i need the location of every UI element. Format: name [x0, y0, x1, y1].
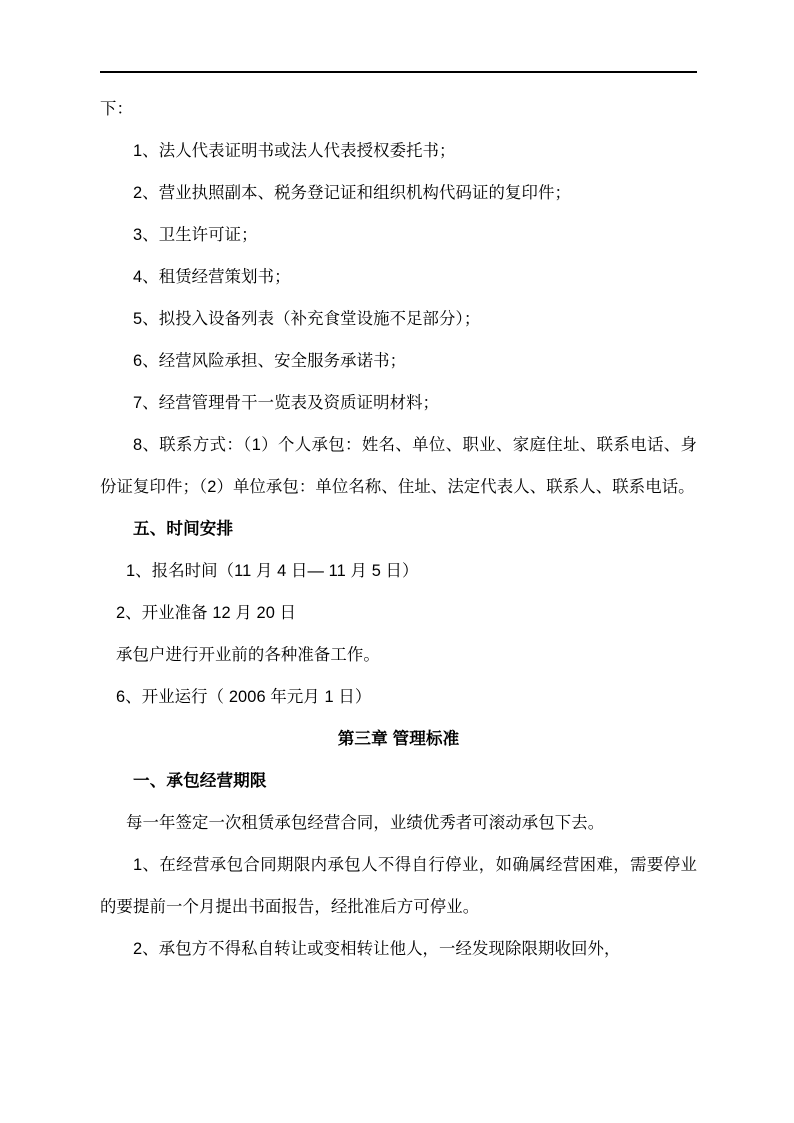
paragraph-continuation-lead: 下：: [100, 100, 133, 118]
schedule-item-1: 1、报名时间（11 月 4 日— 11 月 5 日）: [126, 562, 419, 580]
list-item-6: 6、经营风险承担、安全服务承诺书；: [133, 352, 407, 370]
list-item-5: 5、拟投入设备列表（补充食堂设施不足部分）；: [133, 310, 481, 328]
chapter-heading-three: 第三章 管理标准: [337, 729, 460, 748]
schedule-item-6: 6、开业运行（ 2006 年元月 1 日）: [116, 688, 372, 706]
schedule-item-2: 2、开业准备 12 月 20 日: [116, 604, 297, 622]
section-heading-time-arrangement: 五、时间安排: [133, 519, 234, 538]
contract-rule-1: 1、在经营承包合同期限内承包人不得自行停业，如确属经营困难，需要停业的要提前一个月提出书面报告，经批准后方可停业。: [100, 856, 697, 916]
document-body: [100, 88, 697, 970]
list-item-7: 7、经营管理骨干一览表及资质证明材料；: [133, 394, 440, 412]
contract-term-body: 每一年签定一次租赁承包经营合同，业绩优秀者可滚动承包下去。: [126, 814, 605, 832]
contract-rule-2: 2、承包方不得私自转让或变相转让他人，一经发现除限期收回外，: [133, 940, 621, 958]
section-heading-contract-term: 一、承包经营期限: [133, 771, 267, 790]
list-item-8: 8、联系方式：（1）个人承包：姓名、单位、职业、家庭住址、联系电话、身份证复印件；（2）单位承包：单位名称、住址、法定代表人、联系人、联系电话。: [100, 436, 697, 496]
list-item-3: 3、卫生许可证；: [133, 226, 258, 244]
list-item-1: 1、法人代表证明书或法人代表授权委托书；: [133, 142, 456, 160]
list-item-2: 2、营业执照副本、税务登记证和组织机构代码证的复印件；: [133, 184, 571, 202]
list-item-4: 4、租赁经营策划书；: [133, 268, 291, 286]
schedule-item-2-note: 承包户进行开业前的各种准备工作。: [116, 646, 380, 664]
header-horizontal-rule: [100, 71, 697, 73]
